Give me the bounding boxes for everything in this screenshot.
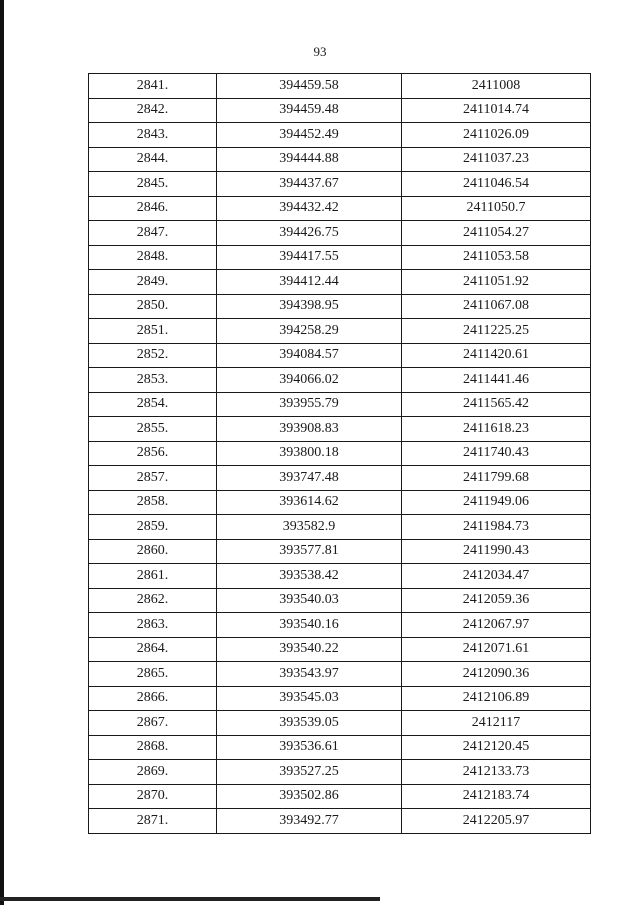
table-row <box>89 588 591 613</box>
page-number: 93 <box>313 44 327 59</box>
point-number-cell: 2851. <box>89 319 217 344</box>
table-row <box>89 539 591 564</box>
x-coordinate-cell: 394452.49 <box>217 123 402 148</box>
point-number-cell: 2865. <box>89 662 217 687</box>
y-coordinate-cell: 2411949.06 <box>402 490 591 515</box>
table-row <box>89 147 591 172</box>
y-coordinate-cell: 2412133.73 <box>402 760 591 785</box>
table-row <box>89 245 591 270</box>
x-coordinate-cell: 393492.77 <box>217 809 402 834</box>
x-coordinate-cell: 393614.62 <box>217 490 402 515</box>
x-coordinate-cell: 394258.29 <box>217 319 402 344</box>
x-coordinate-cell: 394432.42 <box>217 196 402 221</box>
y-coordinate-cell: 2411225.25 <box>402 319 591 344</box>
y-coordinate-cell: 2412071.61 <box>402 637 591 662</box>
y-coordinate-cell: 2412034.47 <box>402 564 591 589</box>
y-coordinate-cell: 2411053.58 <box>402 245 591 270</box>
point-number-cell: 2845. <box>89 172 217 197</box>
point-number-cell: 2868. <box>89 735 217 760</box>
table-row <box>89 784 591 809</box>
table-row <box>89 368 591 393</box>
table-row <box>89 490 591 515</box>
y-coordinate-cell: 2411037.23 <box>402 147 591 172</box>
x-coordinate-cell: 394398.95 <box>217 294 402 319</box>
x-coordinate-cell: 393747.48 <box>217 466 402 491</box>
table-row <box>89 662 591 687</box>
x-coordinate-cell: 393540.03 <box>217 588 402 613</box>
point-number-cell: 2867. <box>89 711 217 736</box>
point-number-cell: 2853. <box>89 368 217 393</box>
table-row <box>89 319 591 344</box>
y-coordinate-cell: 2411051.92 <box>402 270 591 295</box>
y-coordinate-cell: 2412183.74 <box>402 784 591 809</box>
y-coordinate-cell: 2411984.73 <box>402 515 591 540</box>
x-coordinate-cell: 393582.9 <box>217 515 402 540</box>
table-row <box>89 221 591 246</box>
x-coordinate-cell: 394459.58 <box>217 74 402 99</box>
scan-edge-bottom <box>0 897 380 901</box>
table-row <box>89 809 591 834</box>
y-coordinate-cell: 2411067.08 <box>402 294 591 319</box>
table-row <box>89 392 591 417</box>
y-coordinate-cell: 2412205.97 <box>402 809 591 834</box>
point-number-cell: 2849. <box>89 270 217 295</box>
table-row <box>89 613 591 638</box>
coordinates-table-body <box>89 74 591 834</box>
point-number-cell: 2844. <box>89 147 217 172</box>
table-row <box>89 735 591 760</box>
x-coordinate-cell: 393908.83 <box>217 417 402 442</box>
point-number-cell: 2866. <box>89 686 217 711</box>
y-coordinate-cell: 2411990.43 <box>402 539 591 564</box>
table-row <box>89 417 591 442</box>
point-number-cell: 2850. <box>89 294 217 319</box>
y-coordinate-cell: 2412120.45 <box>402 735 591 760</box>
x-coordinate-cell: 393540.22 <box>217 637 402 662</box>
x-coordinate-cell: 394417.55 <box>217 245 402 270</box>
y-coordinate-cell: 2411008 <box>402 74 591 99</box>
x-coordinate-cell: 393502.86 <box>217 784 402 809</box>
point-number-cell: 2842. <box>89 98 217 123</box>
table-row <box>89 172 591 197</box>
point-number-cell: 2847. <box>89 221 217 246</box>
point-number-cell: 2856. <box>89 441 217 466</box>
x-coordinate-cell: 393800.18 <box>217 441 402 466</box>
table-row <box>89 466 591 491</box>
point-number-cell: 2843. <box>89 123 217 148</box>
x-coordinate-cell: 393577.81 <box>217 539 402 564</box>
table-row <box>89 196 591 221</box>
table-row <box>89 123 591 148</box>
y-coordinate-cell: 2411799.68 <box>402 466 591 491</box>
point-number-cell: 2855. <box>89 417 217 442</box>
x-coordinate-cell: 393545.03 <box>217 686 402 711</box>
table-row <box>89 515 591 540</box>
y-coordinate-cell: 2411565.42 <box>402 392 591 417</box>
x-coordinate-cell: 393538.42 <box>217 564 402 589</box>
y-coordinate-cell: 2411441.46 <box>402 368 591 393</box>
y-coordinate-cell: 2412059.36 <box>402 588 591 613</box>
x-coordinate-cell: 393536.61 <box>217 735 402 760</box>
table-row <box>89 760 591 785</box>
table-row <box>89 98 591 123</box>
y-coordinate-cell: 2411420.61 <box>402 343 591 368</box>
x-coordinate-cell: 394426.75 <box>217 221 402 246</box>
table-row <box>89 441 591 466</box>
y-coordinate-cell: 2412090.36 <box>402 662 591 687</box>
y-coordinate-cell: 2411026.09 <box>402 123 591 148</box>
point-number-cell: 2858. <box>89 490 217 515</box>
table-row <box>89 270 591 295</box>
point-number-cell: 2852. <box>89 343 217 368</box>
scan-edge-left <box>0 0 4 905</box>
y-coordinate-cell: 2411740.43 <box>402 441 591 466</box>
x-coordinate-cell: 394459.48 <box>217 98 402 123</box>
point-number-cell: 2860. <box>89 539 217 564</box>
y-coordinate-cell: 2411618.23 <box>402 417 591 442</box>
point-number-cell: 2861. <box>89 564 217 589</box>
y-coordinate-cell: 2411054.27 <box>402 221 591 246</box>
x-coordinate-cell: 394066.02 <box>217 368 402 393</box>
point-number-cell: 2848. <box>89 245 217 270</box>
y-coordinate-cell: 2412117 <box>402 711 591 736</box>
x-coordinate-cell: 393955.79 <box>217 392 402 417</box>
y-coordinate-cell: 2412067.97 <box>402 613 591 638</box>
x-coordinate-cell: 393539.05 <box>217 711 402 736</box>
point-number-cell: 2863. <box>89 613 217 638</box>
x-coordinate-cell: 393543.97 <box>217 662 402 687</box>
table-row <box>89 686 591 711</box>
x-coordinate-cell: 394412.44 <box>217 270 402 295</box>
point-number-cell: 2857. <box>89 466 217 491</box>
x-coordinate-cell: 394084.57 <box>217 343 402 368</box>
point-number-cell: 2854. <box>89 392 217 417</box>
table-row <box>89 294 591 319</box>
point-number-cell: 2871. <box>89 809 217 834</box>
point-number-cell: 2841. <box>89 74 217 99</box>
point-number-cell: 2859. <box>89 515 217 540</box>
y-coordinate-cell: 2411014.74 <box>402 98 591 123</box>
point-number-cell: 2846. <box>89 196 217 221</box>
x-coordinate-cell: 393540.16 <box>217 613 402 638</box>
x-coordinate-cell: 394437.67 <box>217 172 402 197</box>
point-number-cell: 2870. <box>89 784 217 809</box>
coordinates-table <box>88 73 591 834</box>
point-number-cell: 2864. <box>89 637 217 662</box>
y-coordinate-cell: 2411050.7 <box>402 196 591 221</box>
x-coordinate-cell: 393527.25 <box>217 760 402 785</box>
y-coordinate-cell: 2412106.89 <box>402 686 591 711</box>
table-row <box>89 74 591 99</box>
table-row <box>89 564 591 589</box>
x-coordinate-cell: 394444.88 <box>217 147 402 172</box>
point-number-cell: 2869. <box>89 760 217 785</box>
point-number-cell: 2862. <box>89 588 217 613</box>
table-row <box>89 343 591 368</box>
table-row <box>89 711 591 736</box>
y-coordinate-cell: 2411046.54 <box>402 172 591 197</box>
table-row <box>89 637 591 662</box>
